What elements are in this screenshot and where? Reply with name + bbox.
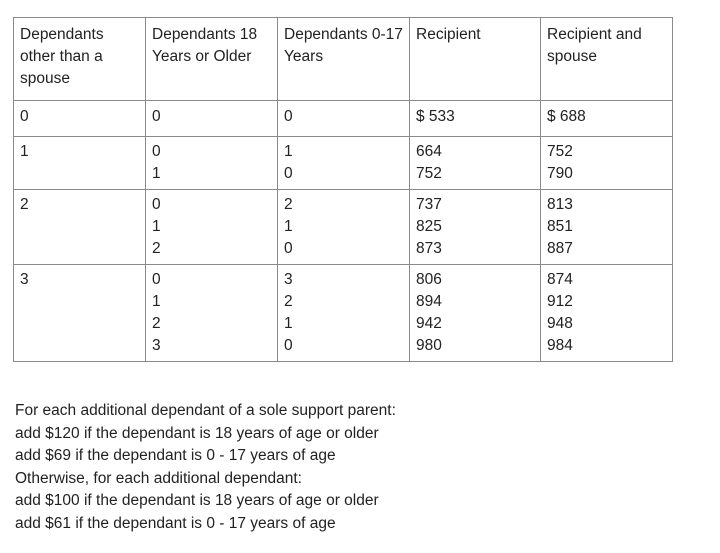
cell-dependants-0-17 [278, 137, 410, 190]
cell-dependants-0-17 [278, 101, 410, 137]
cell-recipient-and-spouse [541, 101, 673, 137]
cell-value: 752 [547, 143, 573, 160]
cell-value: 980 [416, 337, 442, 354]
cell-value: 813 [547, 196, 573, 213]
table-row [14, 190, 673, 265]
cell-value: $ 533 [416, 108, 455, 125]
cell-recipient [410, 101, 541, 137]
cell-value: 752 [416, 165, 442, 182]
cell-value: 1 [152, 218, 161, 235]
cell-value: 1 [152, 165, 161, 182]
note-line: Otherwise, for each additional dependant: [15, 469, 302, 487]
cell-dependants-0-17 [278, 265, 410, 362]
header-dependants-other-than-spouse: Dependants other than a spouse [14, 18, 146, 101]
cell-value: 2 [284, 196, 293, 213]
cell-recipient [410, 265, 541, 362]
cell-recipient [410, 137, 541, 190]
cell-value: 806 [416, 271, 442, 288]
cell-other-dependants: 2 [14, 190, 146, 265]
cell-value: 0 [152, 271, 161, 288]
cell-other-dependants: 3 [14, 265, 146, 362]
note-line: add $100 if the dependant is 18 years of age or older [15, 492, 379, 509]
cell-dependants-18-or-older [146, 265, 278, 362]
table-row [14, 265, 673, 362]
cell-value: 0 [152, 143, 161, 160]
header-dependants-18-or-older: Dependants 18 Years or Older [146, 18, 278, 101]
cell-value: $ 688 [547, 108, 586, 125]
cell-value: 825 [416, 218, 442, 235]
cell-value: 0 [284, 165, 293, 182]
header-dependants-0-17: Dependants 0-17 Years [278, 18, 410, 101]
cell-value: 2 [152, 240, 161, 257]
cell-value: 0 [284, 108, 293, 125]
cell-dependants-18-or-older [146, 137, 278, 190]
cell-other-dependants: 1 [14, 137, 146, 190]
cell-value: 664 [416, 143, 442, 160]
cell-value: 0 [152, 196, 161, 213]
cell-value: 887 [547, 240, 573, 257]
cell-value: 3 [152, 337, 161, 354]
cell-value: 3 [284, 271, 293, 288]
cell-value: 851 [547, 218, 573, 235]
additional-dependant-notes [15, 400, 396, 535]
cell-value: 790 [547, 165, 573, 182]
cell-value: 0 [284, 337, 293, 354]
cell-recipient [410, 190, 541, 265]
note-line: add $61 if the dependant is 0 - 17 years of age [15, 514, 336, 532]
cell-value: 1 [152, 293, 161, 310]
cell-value: 912 [547, 293, 573, 310]
cell-value: 894 [416, 293, 442, 310]
cell-value: 2 [284, 293, 293, 310]
table-row [14, 137, 673, 190]
note-line: add $69 if the dependant is 0 - 17 years of age [15, 447, 336, 464]
cell-dependants-0-17 [278, 190, 410, 265]
cell-value: 0 [284, 240, 293, 257]
cell-recipient-and-spouse [541, 137, 673, 190]
header-recipient-and-spouse: Recipient and spouse [541, 18, 673, 101]
cell-value: 737 [416, 196, 442, 213]
cell-recipient-and-spouse [541, 265, 673, 362]
note-line: add $120 if the dependant is 18 years of age or older [15, 424, 379, 442]
cell-value: 873 [416, 240, 442, 257]
benefit-rate-table [13, 17, 673, 362]
cell-other-dependants: 0 [14, 101, 146, 137]
cell-value: 2 [152, 315, 161, 332]
cell-value: 874 [547, 271, 573, 288]
cell-dependants-18-or-older [146, 101, 278, 137]
cell-value: 948 [547, 315, 573, 332]
cell-value: 984 [547, 337, 573, 354]
cell-value: 0 [152, 108, 161, 125]
cell-recipient-and-spouse [541, 190, 673, 265]
cell-value: 1 [284, 143, 293, 160]
cell-dependants-18-or-older [146, 190, 278, 265]
note-line: For each additional dependant of a sole support parent: [15, 402, 396, 419]
cell-value: 1 [284, 218, 293, 235]
cell-value: 1 [284, 315, 293, 332]
table-header-row [14, 18, 673, 101]
header-recipient: Recipient [410, 18, 541, 101]
table-row [14, 101, 673, 137]
cell-value: 942 [416, 315, 442, 332]
